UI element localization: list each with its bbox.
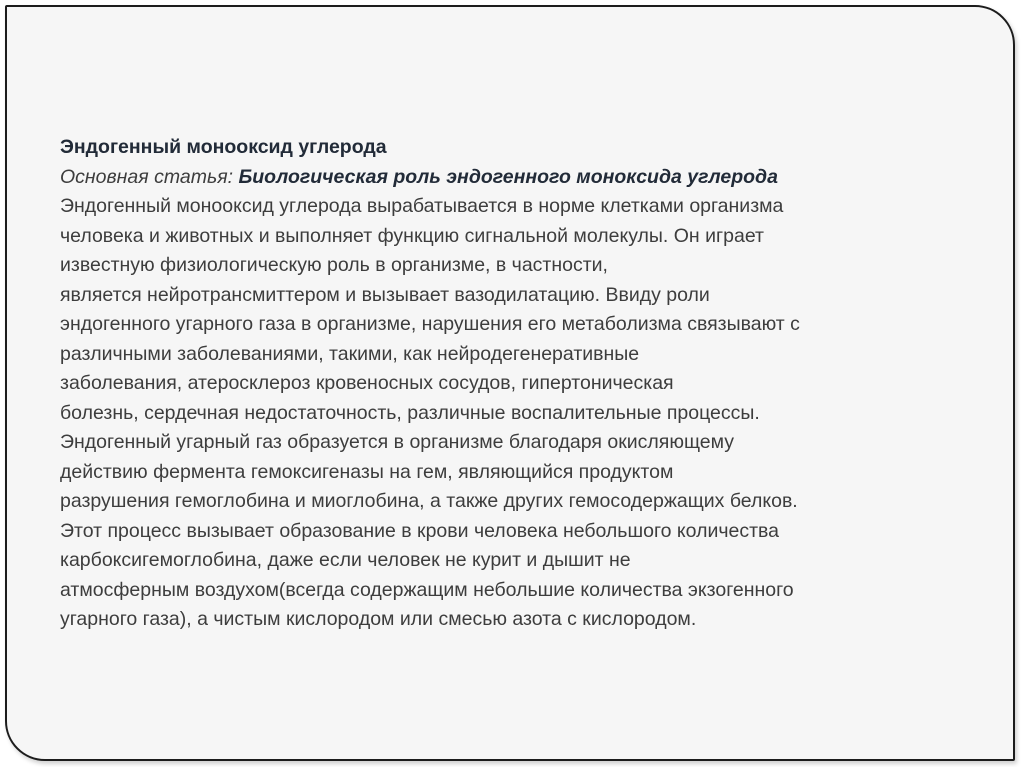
body-line: Этот процесс вызывает образование в крови человека небольшого количества — [60, 519, 780, 542]
body-line: разрушения гемоглобина и миоглобина, а также других гемосодержащих белков. — [60, 490, 798, 512]
body-line: различными заболеваниями, такими, как нейродегенеративные — [60, 342, 640, 365]
body-line: карбоксигемоглобина, даже если человек не курит и дышит не — [60, 549, 631, 571]
main-article-line — [60, 163, 980, 193]
body-line: угарного газа), а чистым кислородом или смесью азота с кислородом. — [60, 608, 697, 630]
body-line: Эндогенный угарный газ образуется в организме благодаря окисляющему — [60, 431, 734, 453]
body-line: атмосферным воздухом(всегда содержащим небольшие количества экзогенного — [60, 578, 794, 601]
body-line: заболевания, атеросклероз кровеносных сосудов, гипертоническая — [60, 372, 674, 394]
main-article-link[interactable]: Биологическая роль эндогенного моноксида углерода — [238, 165, 778, 188]
slide-content — [60, 133, 980, 635]
main-article-prefix: Основная статья: — [60, 165, 239, 188]
body-line: Эндогенный монооксид углерода вырабатывается в норме клетками организма — [60, 195, 784, 217]
body-line: является нейротрансмиттером и вызывает вазодилатацию. Ввиду роли — [60, 283, 710, 306]
body-line: действию фермента гемоксигеназы на гем, являющийся продуктом — [60, 460, 674, 483]
body-line: эндогенного угарного газа в организме, нарушения его метаболизма связывают с — [60, 313, 800, 335]
section-heading: Эндогенный монооксид углерода — [60, 136, 387, 158]
body-line: человека и животных и выполняет функцию сигнальной молекулы. Он играет — [60, 224, 764, 247]
body-line: болезнь, сердечная недостаточность, различные воспалительные процессы. — [60, 401, 760, 424]
body-line: известную физиологическую роль в организме, в частности, — [60, 254, 608, 276]
